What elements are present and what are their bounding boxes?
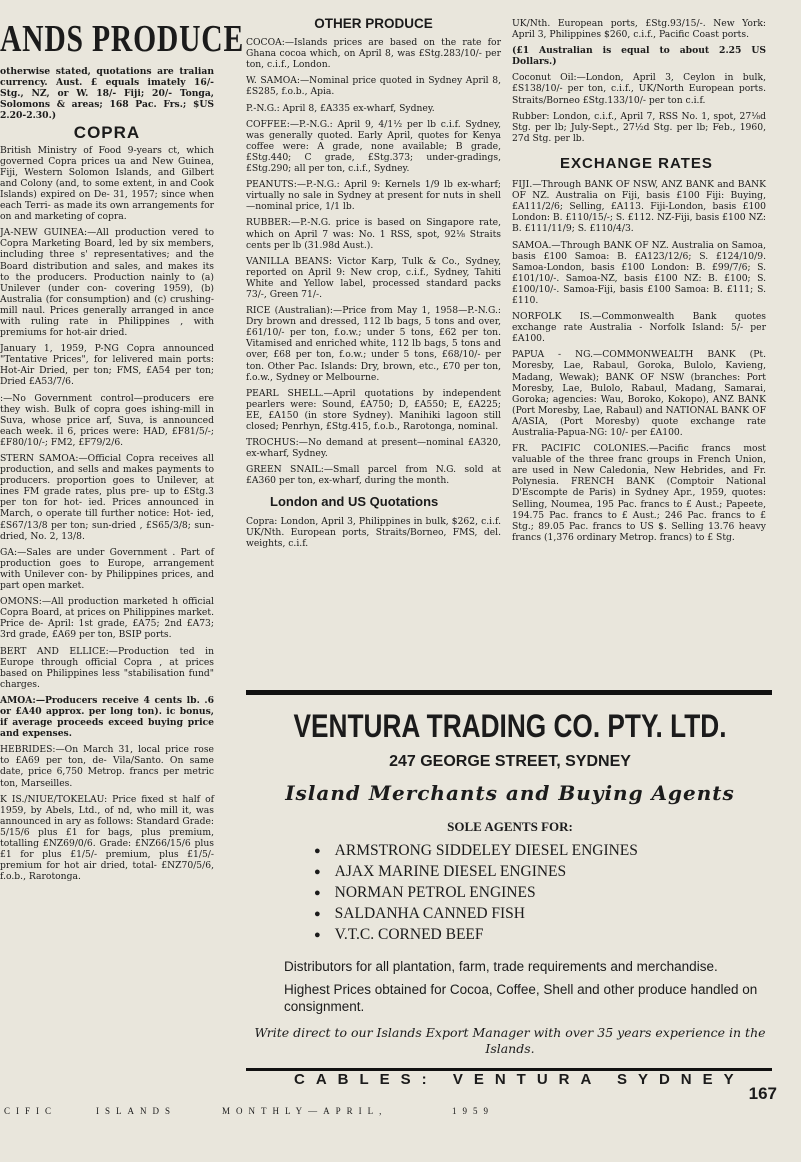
page-number: 167 <box>748 1084 777 1103</box>
column-copra <box>0 18 245 1098</box>
ad-write-direct: Write direct to our Islands Export Manager with over 35 years experience in the Islands. <box>254 1025 766 1056</box>
paragraph: STERN SAMOA:—Official Copra receives all production, and sells and makes payments to producers. proportion goes to Unilever, at ines FM grade rates, plus pre- up to £Stg.3 per ton for hot- ied. Prices announced in March, o operate till further notice: Hot- ied, £S67/13/8 per ton; sun-dried , £S65/3/8; sun-dried, No. 2, 13/8. <box>0 453 214 542</box>
paragraph: K IS./NIUE/TOKELAU: Price fixed st half of 1959, by Abels, Ltd., of nd, who mill it, was announced in ary as follows: Standard Grade: 5/15/6 plus £1 for bags, plus premium, totalling £NZ69/0/6. Grade: £NZ66/15/6 plus £1 for plus £1/5/- premium, plus £1/5/- premium for hot air dried, total- £NZ70/5/6, f.o.b., Rarotonga. <box>0 793 214 883</box>
paragraph: British Ministry of Food 9-years ct, which governed Copra prices ua and New Guinea, Fiji, Western Solomon Islands, and Gilbert and Colony (and, to some extent, in and Cook Islands) expired on De- 31, 1957; since when each Terri- as made its own arrangements for on and marketing of copra. <box>0 144 214 223</box>
paragraph: JA-NEW GUINEA:—All production vered to Copra Marketing Board, led by six members, including three s' representatives; and the Board distribution and sales, and makes its to the producers. Production nainly to (a) Unilever (under con- covering 1959), (b) Australia (for consumption) and (c) crushing-mill naul. Prices generally arranged in ance with ruling rate in Philippines , with premiums for hot-air dried. <box>0 227 214 339</box>
footer-left: CIFIC <box>4 1106 58 1116</box>
paragraph: (£1 Australian is equal to about 2.25 US Dollars.) <box>512 45 766 68</box>
paragraph: January 1, 1959, P-NG Copra announced "Tentative Prices", for lelivered main ports: Hot-Air Dried, per ton; FMS, £A54 per ton; Dried £A53/7/6. <box>0 343 214 388</box>
ad-tagline: Island Merchants and Buying Agents <box>285 781 735 805</box>
paragraph: W. SAMOA:—Nominal price quoted in Sydney April 8, £S285, f.o.b., Apia. <box>246 75 501 98</box>
paragraph: COFFEE:—P.-N.G.: April 9, 4/1½ per lb c.i.f. Sydney, was generally quoted. Early April, quotes for Kenya coffee were: A grade, none available; B grade, £Stg.440; C grade, £Stg.373; under-gradings, £Stg.290; all per ton, c.i.f., Sydney. <box>246 118 501 175</box>
other-produce-heading: OTHER PRODUCE <box>314 16 433 31</box>
paragraph: PEARL SHELL.—April quotations by independent pearlers were: Sound, £A750; D, £A550; E, £A225; EE, £A150 (in store Sydney). Manihiki lagoon still closed; Penrhyn, £Stg.415, f.o.b., Rarotonga, nominal. <box>246 387 501 432</box>
exchange-rates-heading: EXCHANGE RATES <box>560 154 713 172</box>
copra-heading: COPRA <box>73 123 141 143</box>
london-quotations-heading: London and US Quotations <box>270 494 439 510</box>
paragraph: Rubber: London, c.i.f., April 7, RSS No. 1, spot, 27⅛d Stg. per lb; July-Sept., 27½d Stg. per lb; Feb., 1960, 27d Stg. per lb. <box>512 110 766 144</box>
footer-monthly: MONTHLY—APRIL, <box>222 1106 388 1116</box>
paragraph: COCOA:—Islands prices are based on the rate for Ghana cocoa which, on April 8, was £Stg.283/10/- per ton, c.i.f., London. <box>246 37 501 71</box>
paragraph: NORFOLK IS.—Commonwealth Bank quotes exchange rate Australia - Norfolk Island: 5/- per £A100. <box>512 311 766 345</box>
paragraph: Copra: London, April 3, Philippines in bulk, $262, c.i.f. UK/Nth. European ports, Straits/Borneo, FMS, del. weights, c.i.f. <box>246 515 501 549</box>
paragraph: GA:—Sales are under Government . Part of production goes to Europe, arrangement with Unilever con- by Philippines prices, and part open market. <box>0 546 214 592</box>
ad-agency-list <box>314 841 776 946</box>
paragraph: RICE (Australian):—Price from May 1, 1958—P.-N.G.: Dry brown and dressed, 112 lb bags, 5 tons and over, £61/10/- per ton, f.o.w.; under 5 tons, £62 per ton. Vitamised and enriched white, 112 lb bags, 5 tons and over, £68 per ton, f.o.w.; under 5 tons, £68/10/- per ton. Other Pac. Islands: Dry, brown, etc., £70 per ton, f.o.w., Sydney or Melbourne. <box>246 305 501 383</box>
ventura-advertisement <box>244 694 776 1088</box>
paragraph: PAPUA - NG.—COMMONWEALTH BANK (Pt. Moresby, Lae, Rabaul, Goroka, Bulolo, Kavieng, Madang, Wewak); BANK OF NSW (branches: Port Moresby, Lae, Bulolo, Rabaul, Madang, Samarai, Goroka; agencies: Wau, Boroko, Kokopo), ANZ BANK (Port Moresby, Lae, Rabaul) and NATIONAL BANK OF A/ASIA, (Port Moresby) quote exchange rate Australia-Papua-NG: 10/- per £A100. <box>512 349 766 438</box>
column-exchange <box>512 18 766 678</box>
ad-cables: CABLES: VENTURA SYDNEY <box>294 1071 745 1088</box>
ad-sole-agents-heading: SOLE AGENTS FOR: <box>447 819 573 834</box>
list-item: ● ARMSTRONG SIDDELEY DIESEL ENGINES <box>314 841 776 862</box>
paragraph: FR. PACIFIC COLONIES.—Pacific francs most valuable of the three franc groups in French Union, are used in New Caledonia, New Hebrides, and Fr. Polynesia. FRENCH BANK (Comptoir National D'Escompte de Paris) in Sydney Apr., 1959, quotes: Selling, Noumea, 195 Pac. francs to £ Aust.; Papeete, 194.75 Pac. francs to £ Aust.; 246 Pac. francs to £ Stg.; 89.05 Pac. francs to US $. Selling 13.76 heavy francs (1,376 ordinary Metrop. francs) to £ Stg. <box>512 443 766 543</box>
ad-address: 247 GEORGE STREET, SYDNEY <box>389 753 631 770</box>
ad-company-name: VENTURA TRADING CO. PTY. LTD. <box>293 708 727 744</box>
column-other-produce <box>246 18 501 678</box>
list-item: ● AJAX MARINE DIESEL ENGINES <box>314 862 776 883</box>
paragraph: Coconut Oil:—London, April 3, Ceylon in bulk, £S138/10/- per ton, c.i.f., UK/North European ports. Straits/Borneo £Stg.133/10/- per ton c.i.f. <box>512 72 766 106</box>
paragraph: TROCHUS:—No demand at present—nominal £A320, ex-wharf, Sydney. <box>246 437 501 460</box>
paragraph: :—No Government control—producers ere they wish. Bulk of copra goes ishing-mill in Suva, whose price arf, Suva, is announced each week. il 6, prices were: HAD, £F81/5/-; £F80/10/-; FM2, £F79/2/6. <box>0 392 214 448</box>
footer-year: 1959 <box>452 1106 494 1116</box>
paragraph: HEBRIDES:—On March 31, local price rose to £A69 per ton, de- Vila/Santo. On same date, price 6,750 Metrop. francs per metric ton, Marseilles. <box>0 744 214 789</box>
paragraph: UK/Nth. European ports, £Stg.93/15/-. New York: April 3, Philippines $260, c.i.f., Pacific Coast ports. <box>512 18 766 41</box>
paragraph: BERT AND ELLICE:—Production ted in Europe through official Copra , at prices based on Philippines less "stabilisation fund" charges. <box>0 645 214 690</box>
footer-islands: ISLANDS <box>96 1106 177 1116</box>
paragraph: P.-N.G.: April 8, £A335 ex-wharf, Sydney. <box>246 102 435 114</box>
intro-note: otherwise stated, quotations are tralian currency. Aust. £ equals imately 16/- Stg., NZ, or W. 18/- Fiji; 20/- Tonga, Solomons & areas; 168 Pac. Frs.; $US 2.20-2.30.) <box>0 66 214 122</box>
ad-prices-text: Highest Prices obtained for Cocoa, Coffee, Shell and other produce handled on consignment. <box>284 982 758 1014</box>
paragraph: AMOA:—Producers receive 4 cents lb. .6 or £A40 approx. per long ton). ic bonus, if average proceeds exceed buying price and expenses. <box>0 694 214 740</box>
paragraph: SAMOA.—Through BANK OF NZ. Australia on Samoa, basis £100 Samoa: B. £A123/12/6; S. £124/10/9. Samoa-London, basis £100 London: B. £99/7/6; S. £101/10/-. Samoa-NZ, basis £100 NZ: B. £100; S. £100/10/-. Samoa-Fiji, basis £100 Samoa: B. £111; S. £110. <box>512 239 766 306</box>
list-item: ● SALDANHA CANNED FISH <box>314 904 776 925</box>
page-footer <box>0 1100 801 1130</box>
paragraph: FIJI.—Through BANK OF NSW, ANZ BANK and BANK OF NZ. Australia on Fiji, basis £100 Fiji: Buying, £A111/2/6; Selling, £A113. Fiji-London, basis £100 London: B. £110/15/-; S. £112. NZ-Fiji, basis £100 NZ: B. £111/11/9; S. £110/4/3. <box>512 179 766 235</box>
list-item: ● NORMAN PETROL ENGINES <box>314 883 776 904</box>
paragraph: RUBBER:—P.-N.G. price is based on Singapore rate, which on April 7 was: No. 1 RSS, spot, 92⅛ Straits cents per lb (31.98d Aust.). <box>246 217 501 251</box>
section-title-islands-produce: ANDS PRODUCE <box>0 18 245 60</box>
paragraph: GREEN SNAIL:—Small parcel from N.G. sold at £A360 per ton, ex-wharf, during the month. <box>246 464 501 487</box>
paragraph: OMONS:—All production marketed h official Copra Board, at prices on Philippines market. Price de- April: 1st grade, £A75; 2nd £A73; 3rd grade, £A69 per ton, BSIP ports. <box>0 596 214 641</box>
list-item: ● V.T.C. CORNED BEEF <box>314 925 776 946</box>
paragraph: PEANUTS:—P.-N.G.: April 9: Kernels 1/9 lb ex-wharf; virtually no sale in Sydney at present for nuts in shell—nominal price, 1/1 lb. <box>246 179 501 213</box>
paragraph: VANILLA BEANS: Victor Karp, Tulk & Co., Sydney, reported on April 9: New crop, c.i.f., Sydney, Tahiti White and Yellow label, processed standard packs 73/-, Green 71/-. <box>246 255 501 300</box>
ad-distributors-text: Distributors for all plantation, farm, trade requirements and merchandise. <box>284 959 718 974</box>
